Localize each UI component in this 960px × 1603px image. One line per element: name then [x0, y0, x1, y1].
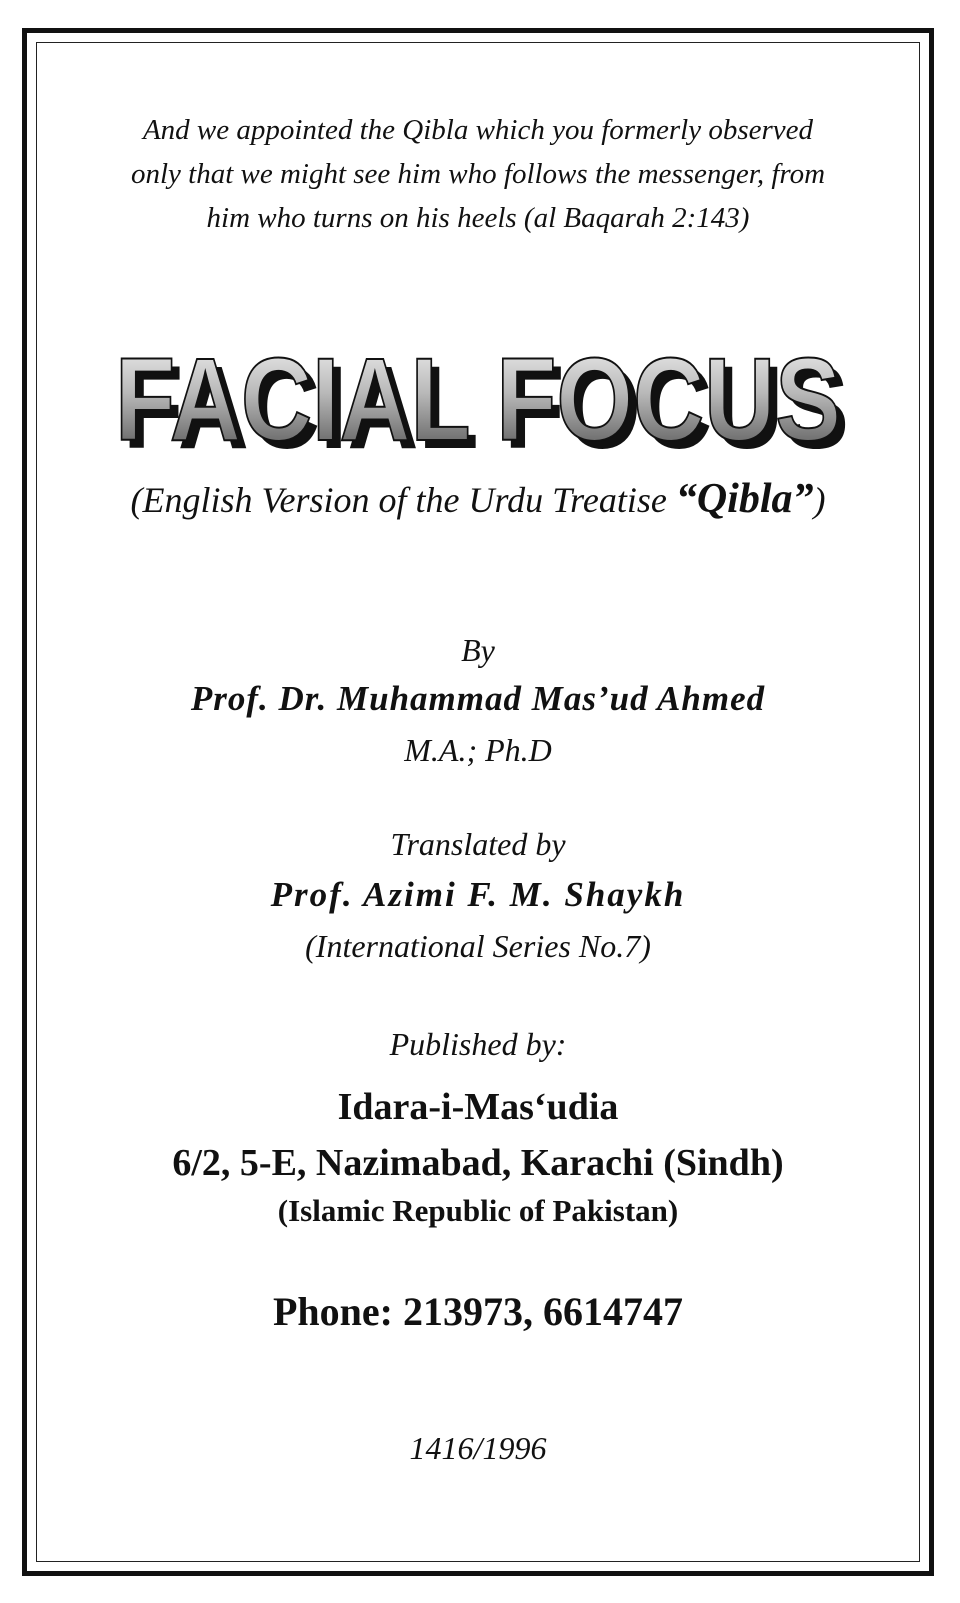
translator-name: Prof. Azimi F. M. Shaykh	[270, 875, 686, 914]
publication-date: 1416/1996	[409, 1430, 547, 1466]
subtitle-suffix: )	[813, 480, 826, 520]
book-title-text: FACIAL FOCUS	[115, 336, 841, 466]
published-by-label: Published by:	[389, 1026, 567, 1062]
epigraph-quote	[36, 108, 920, 240]
subtitle	[36, 476, 920, 523]
publisher-address: 6/2, 5-E, Nazimabad, Karachi (Sindh)	[172, 1142, 784, 1184]
author-degree: M.A.; Ph.D	[404, 732, 552, 768]
publisher-country: (Islamic Republic of Pakistan)	[277, 1193, 679, 1228]
book-title-shadow: FACIAL FOCUS	[123, 342, 849, 466]
publisher-phone: Phone: 213973, 6614747	[273, 1289, 683, 1334]
quote-line-1: And we appointed the Qibla which you formerly observed	[142, 114, 814, 146]
publisher-name: Idara-i-Mas‘udia	[337, 1086, 619, 1128]
book-title	[36, 336, 920, 466]
subtitle-prefix: (English Version of the Urdu Treatise	[130, 480, 676, 520]
author-name: Prof. Dr. Muhammad Mas’ud Ahmed	[190, 679, 766, 718]
quote-line-2: only that we might see him who follows the messenger, from	[130, 158, 826, 190]
series-number: (International Series No.7)	[305, 928, 651, 964]
by-label: By	[461, 632, 495, 668]
quote-line-3: him who turns on his heels (al Baqarah 2:143)	[206, 202, 750, 234]
book-title-graphic	[98, 336, 858, 466]
translated-by-label: Translated by	[390, 826, 566, 862]
subtitle-qibla: “Qibla”	[675, 476, 814, 522]
